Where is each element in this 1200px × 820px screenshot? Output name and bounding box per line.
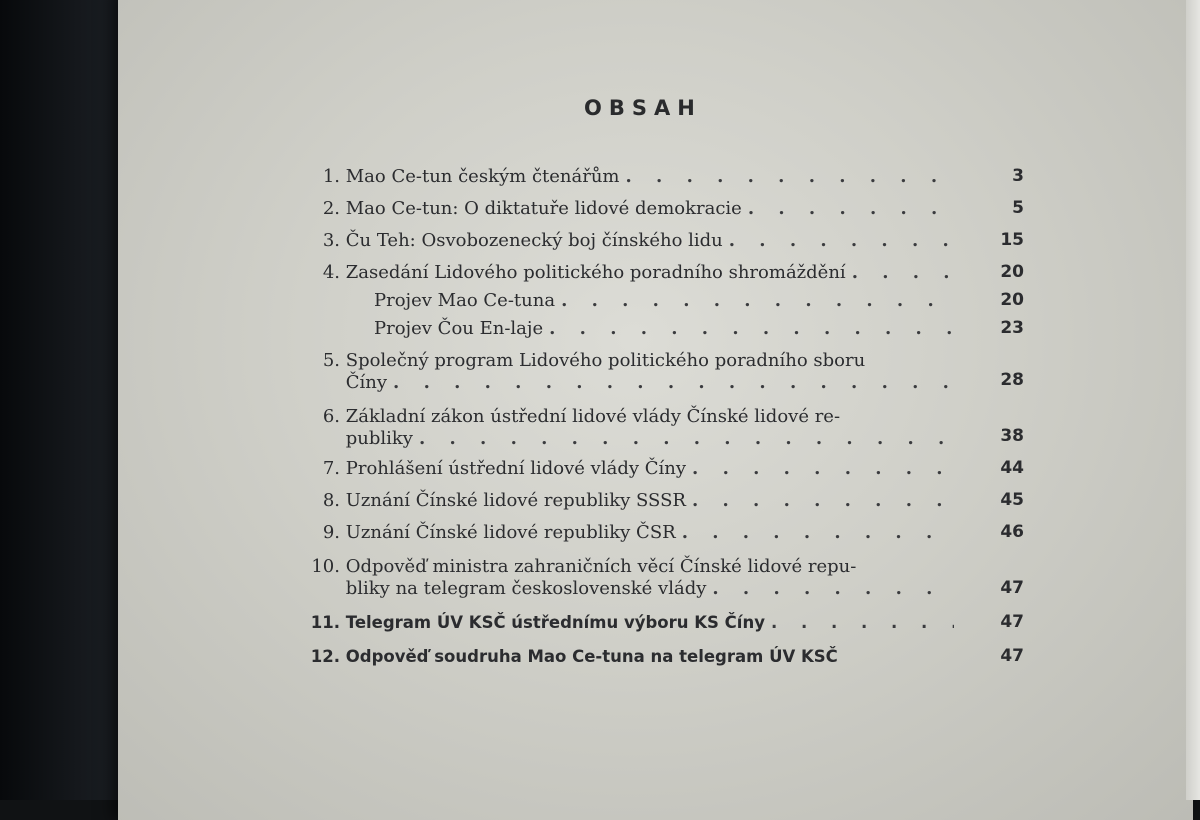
entry-title: Telegram ÚV KSČ ústřednímu výboru KS Číny [345,613,765,632]
entry-page-number: 20 [1000,262,1024,282]
entry-number: 1. [322,166,340,187]
entry-page-number: 28 [1000,370,1024,390]
toc-entry-5 [300,350,960,394]
dot-leader [419,428,954,450]
entry-page-number: 3 [1012,166,1024,186]
entry-title-continued: Číny [345,372,388,393]
entry-number: 8. [322,490,340,511]
toc-entry-8 [300,490,960,512]
entry-number: 7. [322,458,340,479]
entry-title-continued: publiky [345,428,413,449]
entry-title: Prohlášení ústřední lidové vlády Číny [345,458,687,479]
entry-number: 11. [310,613,340,632]
dot-leader [712,578,954,600]
entry-title: Zasedání Lidového politického poradního shromáždění [345,262,846,283]
dot-leader [771,612,954,634]
dot-leader [549,318,954,340]
toc-entry-4 [300,262,960,284]
entry-number: 6. [322,406,340,427]
toc-entry-11 [300,612,960,634]
entry-page-number: 23 [1000,318,1024,338]
entry-page-number: 5 [1012,198,1024,218]
entry-title: Ču Teh: Osvobozenecký boj čínského lidu [345,230,723,251]
toc-entry-6 [300,406,960,450]
dot-leader [852,262,954,284]
dot-leader [561,290,954,312]
entry-page-number: 20 [1000,290,1024,310]
toc-entry-3 [300,230,960,252]
next-page-edge [1186,0,1200,800]
dot-leader [626,166,955,188]
toc-entry-12 [300,646,960,668]
entry-page-number: 47 [1000,578,1024,598]
entry-number: 3. [322,230,340,251]
toc-entry-1 [300,166,960,188]
entry-title: Projev Mao Ce-tuna [374,290,556,311]
entry-page-number: 15 [1000,230,1024,250]
entry-title: Uznání Čínské lidové republiky SSSR [345,490,686,511]
dot-leader [748,198,954,220]
entry-page-number: 45 [1000,490,1024,510]
dot-leader [393,372,954,394]
entry-number: 5. [322,350,340,371]
toc-subentry-2 [300,318,960,340]
dot-leader [682,522,954,544]
dot-leader [692,490,954,512]
entry-title: Projev Čou En-laje [374,318,544,339]
entry-title: Mao Ce-tun českým čtenářům [345,166,620,187]
entry-title: Základní zákon ústřední lidové vlády Čínské lidové re- [345,406,841,427]
entry-number: 12. [310,647,340,666]
entry-title-continued: bliky na telegram československé vlády [345,578,707,599]
toc-entry-9 [300,522,960,544]
entry-number: 2. [322,198,340,219]
entry-page-number: 46 [1000,522,1024,542]
entry-title: Mao Ce-tun: O diktatuře lidové demokracie [345,198,742,219]
entry-number: 10. [311,556,340,577]
page-title: OBSAH [584,96,702,120]
entry-page-number: 47 [1000,612,1024,632]
entry-title: Odpověď ministra zahraničních věcí Čínské lidové repu- [345,556,857,577]
toc-subentry-1 [300,290,960,312]
entry-title: Společný program Lidového politického poradního sboru [345,350,866,371]
entry-page-number: 47 [1000,646,1024,666]
entry-page-number: 38 [1000,426,1024,446]
dot-leader [729,230,954,252]
toc-entry-2 [300,198,960,220]
entry-page-number: 44 [1000,458,1024,478]
entry-number: 4. [322,262,340,283]
entry-number: 9. [322,522,340,543]
toc-entry-7 [300,458,960,480]
entry-title: Uznání Čínské lidové republiky ČSR [345,522,676,543]
dot-leader [692,458,954,480]
entry-title: Odpověď soudruha Mao Ce-tuna na telegram ÚV KSČ [345,647,838,666]
toc-entry-10 [300,556,960,600]
